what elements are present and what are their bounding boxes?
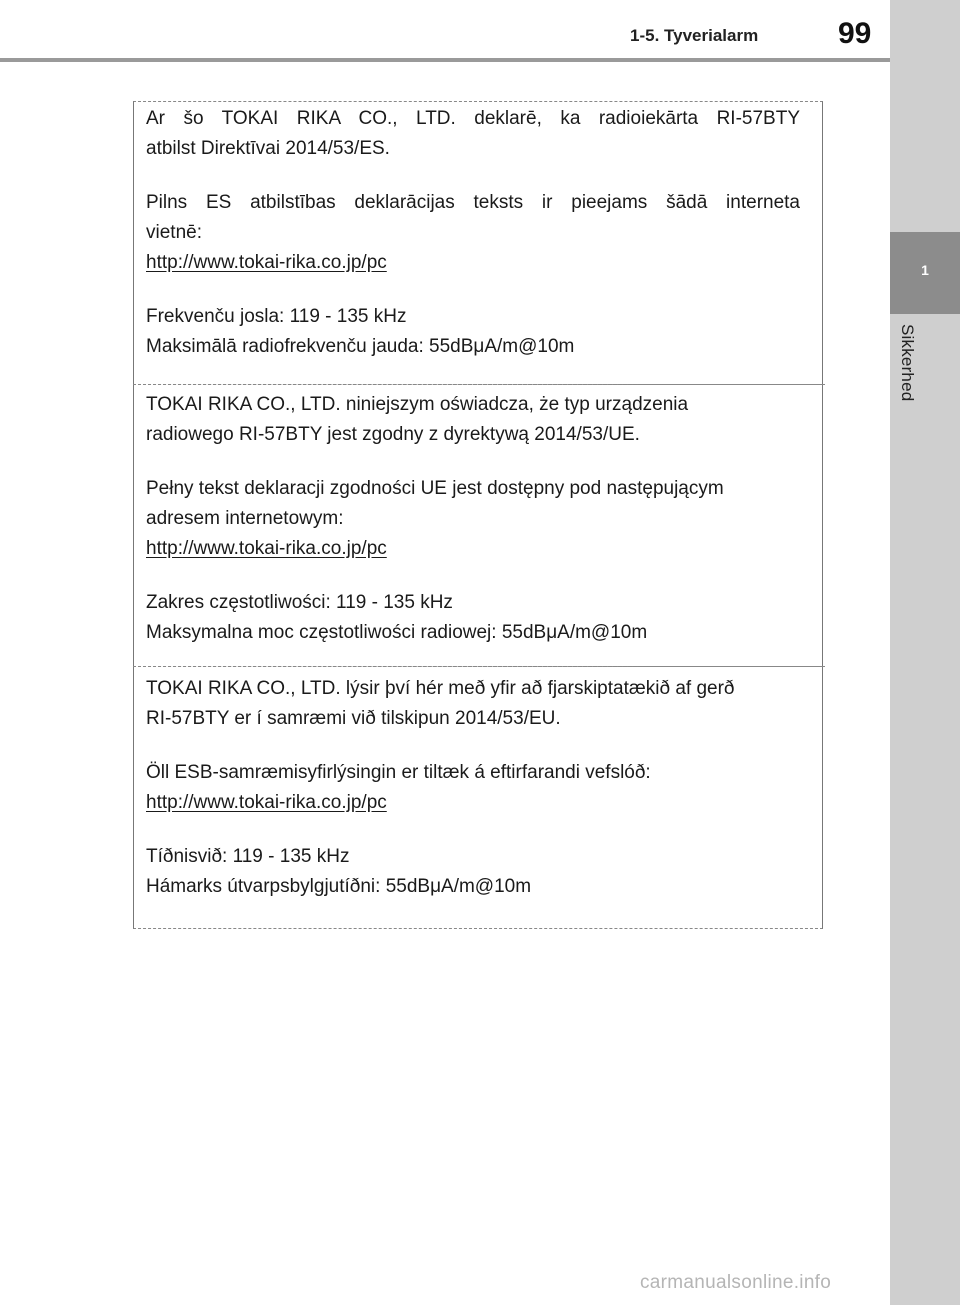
declaration-text: vietnē:: [146, 222, 202, 243]
declaration-polish: [133, 384, 823, 666]
frequency-band: Frekvenču josla: 119 - 135 kHz: [146, 306, 407, 327]
declaration-text: Öll ESB-samræmisyfirlýsingin er tiltæk á eftirfarandi vefslóð:: [146, 762, 651, 783]
separator-line: [133, 384, 825, 385]
section-title: 1-5. Tyverialarm: [630, 26, 759, 45]
declaration-link[interactable]: http://www.tokai-rika.co.jp/pc: [146, 252, 387, 273]
declaration-link[interactable]: http://www.tokai-rika.co.jp/pc: [146, 538, 387, 559]
page-number: 99: [838, 17, 872, 50]
frequency-band: Tíðnisvið: 119 - 135 kHz: [146, 846, 350, 867]
declaration-latvian: [133, 101, 823, 384]
frequency-band: Zakres częstotliwości: 119 - 135 kHz: [146, 592, 453, 613]
declaration-text: atbilst Direktīvai 2014/53/ES.: [146, 138, 390, 159]
declaration-text: radiowego RI-57BTY jest zgodny z dyrektywą 2014/53/UE.: [146, 424, 640, 445]
declaration-icelandic: [133, 666, 823, 929]
watermark: carmanualsonline.info: [640, 1272, 832, 1293]
max-power: Maksimālā radiofrekvenču jauda: 55dBμA/m@10m: [146, 336, 575, 357]
declaration-text: TOKAI RIKA CO., LTD. niniejszym oświadcza, że typ urządzenia: [146, 394, 689, 415]
declaration-text: adresem internetowym:: [146, 508, 344, 529]
declaration-link[interactable]: http://www.tokai-rika.co.jp/pc: [146, 792, 387, 813]
declaration-text: TOKAI RIKA CO., LTD. lýsir því hér með yfir að fjarskiptatækið af gerð: [146, 678, 735, 699]
chapter-title: Sikkerhed: [898, 324, 917, 402]
header-divider: [0, 58, 890, 62]
separator-line: [133, 666, 825, 667]
declaration-text: Pełny tekst deklaracji zgodności UE jest dostępny pod następującym: [146, 478, 724, 499]
max-power: Maksymalna moc częstotliwości radiowej: 55dBμA/m@10m: [146, 622, 648, 643]
declaration-text: RI-57BTY er í samræmi við tilskipun 2014/53/EU.: [146, 708, 561, 729]
max-power: Hámarks útvarpsbylgjutíðni: 55dBμA/m@10m: [146, 876, 532, 897]
declaration-text: Ar šo TOKAI RIKA CO., LTD. deklarē, ka radioiekārta RI-57BTY: [146, 108, 800, 129]
chapter-sidebar: [890, 0, 960, 1305]
declaration-text: Pilns ES atbilstības deklarācijas teksts ir pieejams šādā interneta: [146, 192, 800, 213]
chapter-number: 1: [921, 262, 929, 278]
